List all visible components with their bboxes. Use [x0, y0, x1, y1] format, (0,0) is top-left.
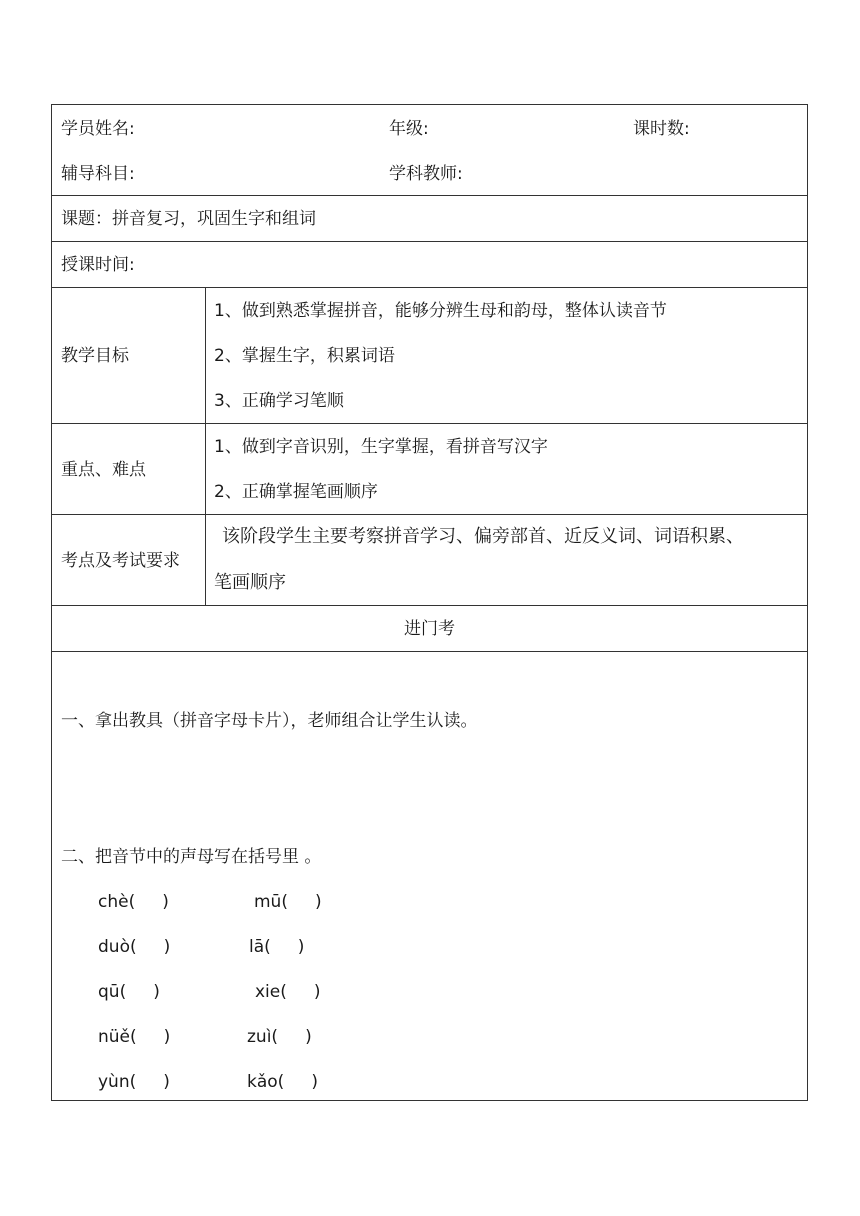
question-2: 二、把音节中的声母写在括号里 。 [61, 847, 322, 867]
time-row [52, 242, 807, 288]
lesson-plan-table [51, 104, 808, 1101]
exam-text-line1: 该阶段学生主要考察拼音学习、偏旁部首、近反义词、词语积累、 [222, 526, 744, 547]
key-point-item: 1、做到字音识别，生字掌握，看拼音写汉字 [214, 437, 548, 457]
syllable-item: xie( ) [255, 982, 321, 1002]
topic-text: 课题：拼音复习，巩固生字和组词 [61, 209, 316, 229]
section-title-row [52, 606, 807, 652]
time-label: 授课时间: [61, 255, 135, 275]
section-title: 进门考 [404, 619, 455, 639]
syllable-item: mū( ) [254, 892, 322, 912]
syllable-item: zuì( ) [247, 1027, 312, 1047]
student-name-label: 学员姓名: [61, 119, 135, 139]
syllable-item: chè( ) [98, 892, 169, 912]
goals-label: 教学目标 [61, 346, 129, 366]
key-points-row [52, 424, 807, 515]
exam-text-line2: 笔画顺序 [214, 572, 286, 593]
questions-area [52, 652, 807, 1101]
lesson-count-label: 课时数: [633, 119, 690, 139]
info-row [52, 105, 807, 196]
syllable-item: lā( ) [249, 937, 305, 957]
syllable-item: nüě( ) [98, 1027, 171, 1047]
syllable-item: yùn( ) [98, 1072, 170, 1092]
subject-label: 辅导科目: [61, 164, 135, 184]
key-point-item: 2、正确掌握笔画顺序 [214, 482, 378, 502]
syllable-item: qū( ) [98, 982, 160, 1002]
goal-item: 2、掌握生字，积累词语 [214, 346, 395, 366]
grade-label: 年级: [389, 119, 429, 139]
teacher-label: 学科教师: [389, 164, 463, 184]
column-divider [205, 288, 206, 423]
key-points-label: 重点、难点 [61, 460, 146, 480]
question-1: 一、拿出教具（拼音字母卡片），老师组合让学生认读。 [61, 711, 478, 731]
topic-row [52, 196, 807, 242]
goals-row [52, 288, 807, 424]
exam-row [52, 515, 807, 606]
syllable-item: duò( ) [98, 937, 171, 957]
column-divider [205, 515, 206, 605]
goal-item: 3、正确学习笔顺 [214, 391, 344, 411]
goal-item: 1、做到熟悉掌握拼音，能够分辨生母和韵母，整体认读音节 [214, 301, 667, 321]
syllable-item: kǎo( ) [247, 1072, 318, 1092]
column-divider [205, 424, 206, 514]
exam-label: 考点及考试要求 [61, 551, 180, 571]
